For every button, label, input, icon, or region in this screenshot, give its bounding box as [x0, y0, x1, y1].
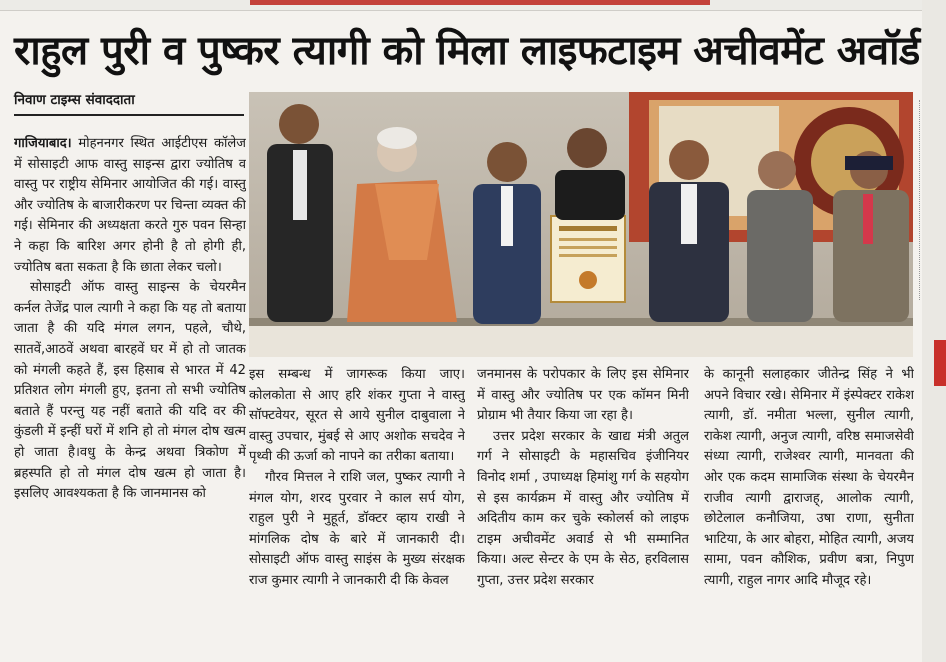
paragraph: मोहननगर स्थित आईटीएस कॉलेज में सोसाइटी आफ वास्तु साइन्स द्वारा ज्योतिष व वास्तु पर राष्ट्रीय सेमिनार आयोजित की गई। वास्तु और ज्योतिष के बाजारीकरण पर चिन्ता व्यक्त की गई। सेमिनार की अध्यक्षता करते गुरु पवन सिन्हा ने कहा कि बारिश अगर होनी है तो होगी ही, ज्योतिष बता सकता है कि छाता लेकर चलो।	[14, 136, 246, 275]
paragraph: इस सम्बन्ध में जागरूक किया जाए। कोलकोता से आए हरि शंकर गुप्ता ने वास्तु सॉफ्टवेयर, सूरत से आये सुनील दाबुवाला ने वास्तु उपचार, मुंबई से आए अशोक सचदेव ने पृथ्वी की ऊर्जा को नापने का तरीका बताया।	[249, 367, 465, 465]
article-column-1	[14, 134, 246, 646]
article-column-4	[704, 365, 914, 645]
paragraph: के कानूनी सलाहकार जीतेन्द्र सिंह ने भी अपने विचार रखे। सेमिनार में इंस्पेक्टर राकेश त्यागी, डॉ. नमीता भल्ला, सुनील त्यागी, राकेश त्यागी, अनुज त्यागी, वरिष्ठ समाजसेवी संध्या त्यागी, राजेश्वर त्यागी, मानवता की ओर एक कदम सामाजिक संस्था के चेयरमैन राजीव त्यागी द्वाराजह्, आलोक त्यागी, छोटेलाल कनौजिया, उषा राणा, सुनीता भाटिया, के आर बोहरा, मोहित त्यागी, अजय सामा, पवन कौशिक, प्रवीण बत्रा, निपुण त्यागी, राहुल नागर आदि मौजूद रहे।	[704, 367, 914, 588]
article-column-3	[477, 365, 689, 645]
adjacent-page-edge	[922, 0, 946, 662]
paragraph: गौरव मित्तल ने राशि जल, पुष्कर त्यागी ने मंगल योग, शरद पुरवार ने काल सर्प योग, राहुल पुरी ने मुहूर्त, डॉक्टर व्हाय राखी ने मांगलिक दोष के बारे में जानकारी दी। सोसाइटी ऑफ वास्तु साइंस के मुख्य संरक्षक राज कुमार त्यागी ने जानकारी दी कि केवल	[249, 469, 465, 588]
previous-article-strip	[0, 0, 946, 11]
color-bar	[250, 0, 710, 5]
paragraph: सोसाइटी ऑफ वास्तु साइन्स के चेयरमैन कर्नल तेजेंद्र पाल त्यागी ने कहा कि यह तो बताया जाता है की यदि मंगल लगन, पहले, चौथे, सातवें,आठवें अथवा बारहवें घर में हो तो जातक को मंगली कहते हैं, इस हिसाब से भारत में 42 प्रतिशत लोग मंगली हुए, इतना तो सभी ज्योतिष बताते हैं परन्तु यह नहीं बताते की यदि वर की कुंडली में इन्हीं घरों में शनि हो तो मंगल दोष खत्म हो जाता है।वधु के केन्द्र अथवा त्रिकोण में ब्रहस्पति हो तो मंगल दोष खत्म हो जाता है। इसलिए आवश्यकता है कि जानमानस को	[14, 280, 246, 502]
award-ceremony-photo	[249, 92, 913, 357]
article-column-2	[249, 365, 465, 645]
column-divider	[919, 100, 921, 300]
byline: निवाण टाइम्स संवाददाता	[14, 88, 244, 116]
paragraph: उत्तर प्रदेश सरकार के खाद्य मंत्री अतुल गर्ग ने सोसाइटी के महासचिव इंजीनियर विनोद शर्मा , उपाध्यक्ष हिमांशु गर्ग के सहयोग से इस कार्यक्रम में वास्तु और ज्योतिष में अदितीय काम कर चुके स्कोलर्स को लाइफ टाइम अचीवमेंट अवार्ड से भी सम्मानित किया। अल्ट सेन्टर के एम के सेठ, हरविलास गुप्ता, उत्तर प्रदेश सरकार	[477, 428, 689, 588]
dateline: गाजियाबाद।	[14, 136, 72, 151]
paragraph: जनमानस के परोपकार के लिए इस सेमिनार में वास्तु और ज्योतिष पर एक कॉमन मिनी प्रोग्राम भी तैयार किया जा रहा है।	[477, 367, 689, 424]
headline: राहुल पुरी व पुष्कर त्यागी को मिला लाइफटाइम अचीवमेंट अवॉर्ड	[14, 28, 920, 74]
adjacent-red-block	[934, 340, 946, 386]
